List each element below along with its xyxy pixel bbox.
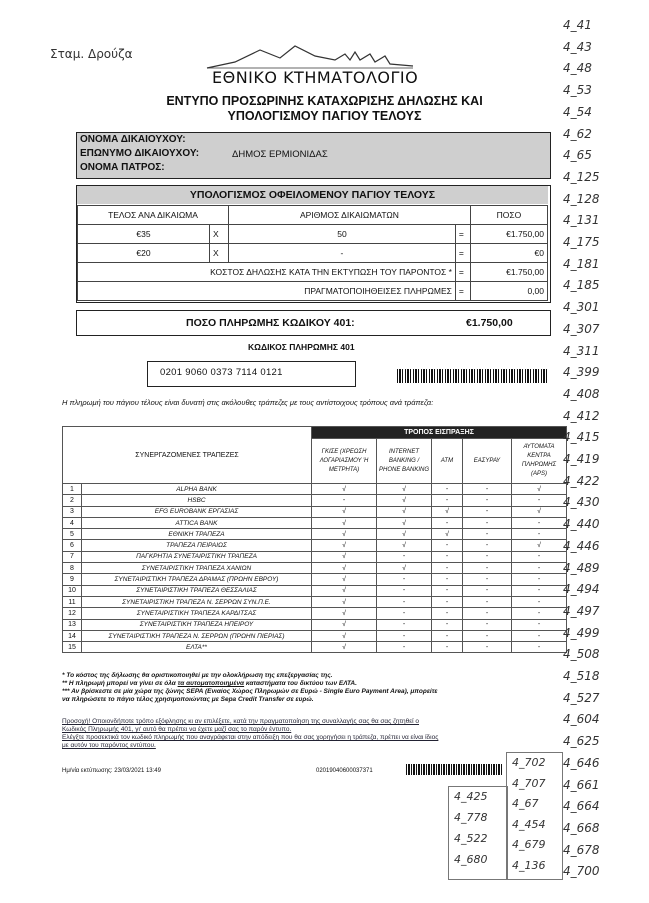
method-mark: √ — [377, 529, 432, 540]
method-mark: √ — [312, 540, 377, 551]
fee-row2-fee: €20 — [78, 244, 210, 263]
print-date: Ημ/νία εκτύπωσης: 23/03/2021 13:49 — [62, 768, 161, 774]
handwritten-number: 4_489 — [563, 560, 600, 575]
bank-number: 2 — [63, 495, 82, 506]
method-mark: √ — [312, 574, 377, 585]
handwritten-number: 4_128 — [563, 191, 600, 206]
bank-number: 13 — [63, 619, 82, 630]
cost-eq: = — [455, 263, 470, 282]
handwritten-number: 4_62 — [563, 126, 592, 141]
bank-row — [63, 529, 567, 540]
handwritten-number: 4_53 — [563, 83, 592, 98]
bank-number: 7 — [63, 551, 82, 562]
handwritten-number: 4_399 — [563, 365, 600, 380]
holder-surname-label: ΕΠΩΝΥΜΟ ΔΙΚΑΙΟΥΧΟΥ: — [80, 148, 200, 159]
method-mark: √ — [377, 563, 432, 574]
handwritten-number: 4_625 — [563, 734, 600, 749]
method-mark: - — [512, 608, 567, 619]
note-3b: να πληρώσετε το πάγιο τέλος χρησιμοποιώντας με Sepa Credit Transfer σε ευρώ. — [62, 696, 314, 703]
method-mark: - — [512, 642, 567, 653]
bank-row — [63, 540, 567, 551]
holder-father-label: ΟΝΟΜΑ ΠΑΤΡΟΣ: — [80, 162, 165, 173]
handwritten-number: 4_67 — [512, 797, 539, 810]
handwritten-number: 4_604 — [563, 712, 600, 727]
method-mark: - — [463, 495, 512, 506]
method-mark: - — [432, 540, 463, 551]
fee-row1-x: X — [210, 225, 229, 244]
handwritten-number: 4_664 — [563, 799, 600, 814]
method-mark: - — [377, 551, 432, 562]
method-mark: - — [512, 574, 567, 585]
handwritten-number: 4_497 — [563, 603, 600, 618]
bank-name: ΣΥΝΕΤΑΙΡΙΣΤΙΚΗ ΤΡΑΠΕΖΑ ΗΠΕΙΡΟΥ — [82, 619, 312, 630]
method-mark: - — [463, 642, 512, 653]
banks-intro: Η πληρωμή του πάγιου τέλους είναι δυνατή στις ακόλουθες τράπεζες με τους αντίστοιχους τρόπους ανά τράπεζα: — [62, 398, 434, 407]
fee-row1-eq: = — [455, 225, 470, 244]
method-mark: - — [463, 529, 512, 540]
payment-code-label: ΚΩΔΙΚΟΣ ΠΛΗΡΩΜΗΣ 401 — [248, 342, 355, 352]
handwritten-number: 4_494 — [563, 582, 600, 597]
method-mark: - — [463, 517, 512, 528]
bank-name: ΕΛΤΑ** — [82, 642, 312, 653]
col-amount-header: ΠΟΣΟ — [470, 206, 547, 225]
handwritten-number: 4_131 — [563, 213, 600, 228]
bank-name: ΕΘΝΙΚΗ ΤΡΑΠΕΖΑ — [82, 529, 312, 540]
method-mark: - — [512, 596, 567, 607]
method-mark: √ — [312, 517, 377, 528]
paid-label: ΠΡΑΓΜΑΤΟΠΟΙΗΘΕΙΣΕΣ ΠΛΗΡΩΜΕΣ — [78, 282, 456, 301]
bank-number: 15 — [63, 642, 82, 653]
bank-name: ALPHA BANK — [82, 484, 312, 495]
banks-table — [62, 426, 567, 653]
bank-number: 5 — [63, 529, 82, 540]
cost-label: ΚΟΣΤΟΣ ΔΗΛΩΣΗΣ ΚΑΤΑ ΤΗΝ ΕΚΤΥΠΩΣΗ ΤΟΥ ΠΑΡΟΝΤΟΣ * — [78, 263, 456, 282]
handwritten-number: 4_508 — [563, 647, 600, 662]
note-5a: Ελέγξτε προσεκτικά τον κωδικό πληρωμής που αναγράφεται στην απόδειξη που θα σας χορηγήσει η τράπεζα, πρέπει να είναι ίδιος — [62, 734, 439, 741]
method-mark: - — [512, 517, 567, 528]
method-mark: - — [432, 608, 463, 619]
handwritten-number: 4_408 — [563, 386, 600, 401]
handwritten-number: 4_425 — [454, 790, 488, 803]
bank-name: ΣΥΝΕΤΑΙΡΙΣΤΙΚΗ ΤΡΑΠΕΖΑ ΘΕΣΣΑΛΙΑΣ — [82, 585, 312, 596]
bank-row — [63, 608, 567, 619]
handwritten-number: 4_646 — [563, 755, 600, 770]
banks-col-header: ΣΥΝΕΡΓΑΖΟΜΕΝΕΣ ΤΡΑΠΕΖΕΣ — [63, 427, 312, 484]
method-mark: - — [512, 563, 567, 574]
method-mark: √ — [312, 596, 377, 607]
method-mark: - — [463, 484, 512, 495]
bank-row — [63, 596, 567, 607]
col-easypay-header: ΕΑΣΥΡΑΥ — [463, 439, 512, 484]
method-mark: √ — [312, 619, 377, 630]
form-title-line1: ΕΝΤΥΠΟ ΠΡΟΣΩΡΙΝΗΣ ΚΑΤΑΧΩΡΙΣΗΣ ΔΗΛΩΣΗΣ ΚΑΙ — [166, 94, 483, 108]
bank-number: 1 — [63, 484, 82, 495]
method-mark: - — [377, 619, 432, 630]
method-mark: - — [377, 585, 432, 596]
method-mark: √ — [377, 517, 432, 528]
handwritten-name: Σταμ. Δρούζα — [50, 47, 133, 61]
fee-calc-title: ΥΠΟΛΟΓΙΣΜΟΣ ΟΦΕΙΛΟΜΕΝΟΥ ΠΑΓΙΟΥ ΤΕΛΟΥΣ — [189, 189, 436, 201]
method-mark: √ — [377, 540, 432, 551]
method-mark: - — [432, 517, 463, 528]
paid-eq: = — [455, 282, 470, 301]
method-mark: - — [463, 596, 512, 607]
method-mark: - — [377, 596, 432, 607]
handwritten-number: 4_54 — [563, 104, 592, 119]
method-mark: - — [432, 585, 463, 596]
fee-calc-table — [77, 205, 548, 301]
handwritten-number: 4_430 — [563, 495, 600, 510]
payment-label: ΠΟΣΟ ΠΛΗΡΩΜΗΣ ΚΩΔΙΚΟΥ 401: — [186, 317, 355, 329]
method-mark: √ — [312, 563, 377, 574]
handwritten-number: 4_527 — [563, 690, 600, 705]
bank-number: 10 — [63, 585, 82, 596]
note-2: ** Η πληρωμή μπορεί να γίνει σε όλα τα αυτοματοποιημένα καταστήματα του δικτύου των ΕΛΤΑ. — [62, 680, 357, 687]
payment-value: €1.750,00 — [466, 317, 513, 329]
method-mark: √ — [377, 484, 432, 495]
handwritten-number: 4_680 — [454, 853, 488, 866]
method-mark: - — [377, 630, 432, 641]
method-mark: √ — [432, 506, 463, 517]
handwritten-number: 4_412 — [563, 408, 600, 423]
note-4a: Προσοχή! Οποιονδήποτε τρόπο εξόφλησης κι αν επιλέξετε, κατά την πραγματοποίηση της συναλλαγής σας θα σας ζητηθεί ο — [62, 718, 420, 725]
method-mark: - — [463, 630, 512, 641]
handwritten-number: 4_679 — [512, 838, 546, 851]
handwritten-number: 4_499 — [563, 625, 600, 640]
method-mark: - — [463, 574, 512, 585]
method-mark: - — [377, 608, 432, 619]
method-mark: - — [432, 563, 463, 574]
method-mark: √ — [312, 630, 377, 641]
method-mark: √ — [377, 506, 432, 517]
handwritten-number: 4_43 — [563, 39, 592, 54]
method-mark: √ — [512, 506, 567, 517]
col-aps-header: ΑΥΤΟΜΑΤΑ ΚΕΝΤΡΑ ΠΛΗΡΩΜΗΣ (APS) — [512, 439, 567, 484]
handwritten-number: 4_65 — [563, 148, 592, 163]
bank-row — [63, 484, 567, 495]
handwritten-number: 4_136 — [512, 858, 546, 872]
holder-name-label: ΟΝΟΜΑ ΔΙΚΑΙΟΥΧΟΥ: — [80, 134, 186, 145]
method-mark: - — [377, 642, 432, 653]
handwritten-number: 4_419 — [563, 452, 600, 466]
holder-surname-value: ΔΗΜΟΣ ΕΡΜΙΟΝΙΔΑΣ — [232, 149, 328, 160]
method-mark: - — [463, 563, 512, 574]
handwritten-number: 4_41 — [563, 18, 592, 32]
method-mark: - — [512, 585, 567, 596]
collection-method-header: ΤΡΟΠΟΣ ΕΙΣΠΡΑΞΗΣ — [312, 427, 567, 439]
method-mark: - — [512, 529, 567, 540]
col-web-header: INTERNET BANKING / PHONE BANKING — [377, 439, 432, 484]
note-4b: Κωδικός Πληρωμής 401, γι' αυτό θα πρέπει να έχετε μαζί σας το παρόν έντυπο. — [62, 726, 292, 733]
method-mark: - — [432, 484, 463, 495]
payment-code-value: 0201 9060 0373 7114 0121 — [160, 367, 283, 378]
bank-row — [63, 574, 567, 585]
bank-number: 8 — [63, 563, 82, 574]
bank-row — [63, 630, 567, 641]
col-fee-header: ΤΕΛΟΣ ΑΝΑ ΔΙΚΑΙΩΜΑ — [78, 206, 229, 225]
method-mark: - — [312, 495, 377, 506]
bank-row — [63, 551, 567, 562]
method-mark: √ — [312, 551, 377, 562]
bank-name: ΣΥΝΕΤΑΙΡΙΣΤΙΚΗ ΤΡΑΠΕΖΑ Ν. ΣΕΡΡΩΝ ΣΥΝ.Π.Ε. — [82, 596, 312, 607]
handwritten-number: 4_440 — [563, 517, 600, 532]
method-mark: √ — [312, 585, 377, 596]
fee-row2-eq: = — [455, 244, 470, 263]
handwritten-number: 4_125 — [563, 169, 600, 184]
bank-row — [63, 585, 567, 596]
cost-value: €1.750,00 — [470, 263, 547, 282]
bank-name: ΠΑΓΚΡΗΤΙΑ ΣΥΝΕΤΑΙΡΙΣΤΙΚΗ ΤΡΑΠΕΖΑ — [82, 551, 312, 562]
bank-name: ATTICA BANK — [82, 517, 312, 528]
method-mark: - — [432, 574, 463, 585]
method-mark: - — [432, 630, 463, 641]
bank-number: 12 — [63, 608, 82, 619]
bank-row — [63, 563, 567, 574]
bank-number: 9 — [63, 574, 82, 585]
method-mark: - — [463, 540, 512, 551]
method-mark: - — [463, 585, 512, 596]
bank-row — [63, 495, 567, 506]
handwritten-number: 4_415 — [563, 430, 600, 445]
handwritten-number: 4_175 — [563, 235, 600, 249]
bank-name: ΣΥΝΕΤΑΙΡΙΣΤΙΚΗ ΤΡΑΠΕΖΑ ΔΡΑΜΑΣ (ΠΡΩΗΝ ΕΒΡΟΥ) — [82, 574, 312, 585]
bank-name: ΣΥΝΕΤΑΙΡΙΣΤΙΚΗ ΤΡΑΠΕΖΑ ΧΑΝΙΩΝ — [82, 563, 312, 574]
handwritten-number: 4_518 — [563, 669, 600, 683]
handwritten-number: 4_678 — [563, 842, 600, 857]
method-mark: - — [432, 642, 463, 653]
method-mark: - — [463, 619, 512, 630]
footer-barcode — [406, 764, 502, 775]
footer-barcode-number: 02019040600037371 — [316, 768, 373, 774]
method-mark: - — [512, 495, 567, 506]
handwritten-number: 4_661 — [563, 777, 600, 792]
handwritten-number: 4_307 — [563, 321, 600, 336]
method-mark: √ — [377, 495, 432, 506]
col-atm-header: ATM — [432, 439, 463, 484]
method-mark: √ — [512, 540, 567, 551]
bank-name: ΤΡΑΠΕΖΑ ΠΕΙΡΑΙΩΣ — [82, 540, 312, 551]
handwritten-number: 4_522 — [454, 832, 488, 845]
bank-name: ΣΥΝΕΤΑΙΡΙΣΤΙΚΗ ΤΡΑΠΕΖΑ ΚΑΡΔΙΤΣΑΣ — [82, 608, 312, 619]
handwritten-number: 4_185 — [563, 278, 600, 293]
method-mark: √ — [312, 608, 377, 619]
fee-row1-amount: €1.750,00 — [470, 225, 547, 244]
method-mark: - — [463, 608, 512, 619]
method-mark: √ — [312, 529, 377, 540]
handwritten-number: 4_446 — [563, 538, 600, 553]
method-mark: √ — [432, 529, 463, 540]
method-mark: - — [463, 551, 512, 562]
fee-row2-count: - — [229, 244, 456, 263]
method-mark: - — [432, 495, 463, 506]
bank-number: 3 — [63, 506, 82, 517]
note-1: * Το κόστος της δήλωσης θα οριστικοποιηθεί με την ολοκλήρωση της επεξεργασίας της. — [62, 672, 333, 679]
col-count-header: ΑΡΙΘΜΟΣ ΔΙΚΑΙΩΜΑΤΩΝ — [229, 206, 471, 225]
handwritten-number: 4_454 — [512, 817, 546, 831]
bank-name: ΣΥΝΕΤΑΙΡΙΣΤΙΚΗ ΤΡΑΠΕΖΑ Ν. ΣΕΡΡΩΝ (ΠΡΩΗΝ ΠΙΕΡΙΑΣ) — [82, 630, 312, 641]
bank-row — [63, 642, 567, 653]
handwritten-number: 4_700 — [563, 864, 600, 879]
col-cash-header: ΓΚΙΣΕ (ΧΡΕΩΣΗ ΛΟΓΑΡΙΑΣΜΟΥ Ή ΜΕΤΡΗΤΑ) — [312, 439, 377, 484]
method-mark: √ — [512, 484, 567, 495]
method-mark: √ — [312, 642, 377, 653]
bank-name: HSBC — [82, 495, 312, 506]
handwritten-number: 4_311 — [563, 343, 600, 358]
method-mark: √ — [312, 484, 377, 495]
handwritten-number: 4_668 — [563, 820, 600, 835]
fee-row1-fee: €35 — [78, 225, 210, 244]
bank-row — [63, 619, 567, 630]
fee-row2-x: X — [210, 244, 229, 263]
method-mark: - — [432, 596, 463, 607]
method-mark: - — [512, 551, 567, 562]
method-mark: - — [432, 619, 463, 630]
method-mark: - — [377, 574, 432, 585]
paid-value: 0,00 — [470, 282, 547, 301]
method-mark: - — [512, 619, 567, 630]
bank-name: EFG EUROBANK ΕΡΓΑΣΙΑΣ — [82, 506, 312, 517]
fee-row2-amount: €0 — [470, 244, 547, 263]
handwritten-number: 4_707 — [512, 776, 546, 790]
payment-barcode — [397, 369, 547, 383]
method-mark: - — [432, 551, 463, 562]
logo-text: ΕΘΝΙΚΟ ΚΤΗΜΑΤΟΛΟΓΙΟ — [212, 68, 419, 87]
bank-number: 11 — [63, 596, 82, 607]
handwritten-number: 4_778 — [454, 811, 488, 824]
method-mark: - — [463, 506, 512, 517]
method-mark: √ — [312, 506, 377, 517]
handwritten-number: 4_422 — [563, 473, 600, 488]
handwritten-number: 4_181 — [563, 256, 600, 271]
handwritten-number: 4_48 — [563, 61, 592, 76]
logo-skyline-icon — [205, 40, 415, 70]
bank-number: 6 — [63, 540, 82, 551]
note-5b: με αυτόν του παρόντος εντύπου. — [62, 742, 156, 749]
bank-number: 4 — [63, 517, 82, 528]
handwritten-number: 4_702 — [512, 756, 546, 769]
bank-row — [63, 506, 567, 517]
handwritten-number: 4_301 — [563, 300, 600, 315]
note-3a: *** Αν βρίσκεστε σε μία χώρα της ζώνης SEPA (Ενιαίος Χώρος Πληρωμών σε Ευρώ - Single Euro Payment Area), μπορείτε — [62, 688, 438, 695]
bank-row — [63, 517, 567, 528]
fee-row1-count: 50 — [229, 225, 456, 244]
form-title-line2: ΥΠΟΛΟΓΙΣΜΟΥ ΠΑΓΙΟΥ ΤΕΛΟΥΣ — [227, 109, 422, 123]
bank-number: 14 — [63, 630, 82, 641]
method-mark: - — [512, 630, 567, 641]
